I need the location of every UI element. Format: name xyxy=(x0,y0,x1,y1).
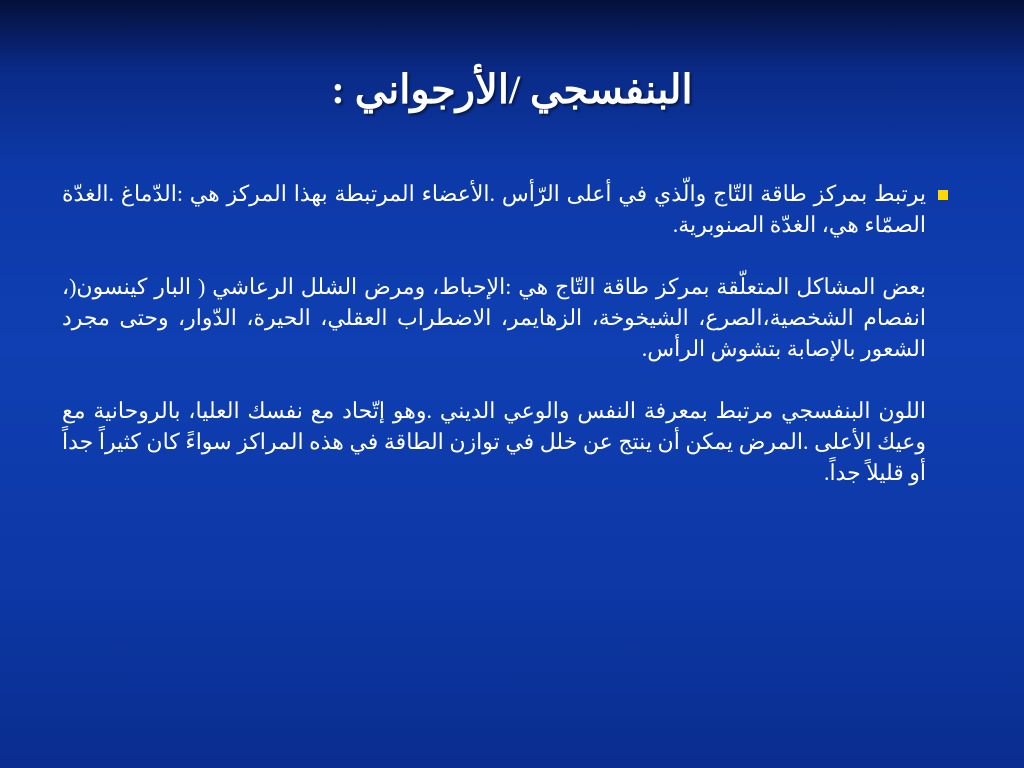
slide-title: البنفسجي /الأرجواني : xyxy=(331,67,693,112)
bullet-body xyxy=(62,178,926,488)
paragraph-problems: بعض المشاكل المتعلّقة بمركز طاقة التّاج هي :الإحباط، ومرض الشلل الرعاشي ( البار كينسون(، انفصام الشخصية،الصرع، الشيخوخة، الزهايمر، الاضطراب العقلي، الحيرة، الدّوار، وحتى مجرد الشعور بالإصابة بتشوش الرأس. xyxy=(62,274,926,361)
paragraph-crown-chakra: يرتبط بمركز طاقة التّاج والّذي في أعلى الرّأس .الأعضاء المرتبطة بهذا المركز هي :الدّماغ .الغدّة الصمّاء هي، الغدّة الصنوبرية. xyxy=(62,181,926,237)
bullet-square-icon xyxy=(938,190,948,200)
slide-content xyxy=(62,178,948,488)
paragraph-spiritual: اللون البنفسجي مرتبط بمعرفة النفس والوعي الديني .وهو إتّحاد مع نفسك العليا، بالروحانية مع وعيك الأعلى .المرض يمكن أن ينتج عن خلل في توازن الطاقة في هذه المراكز سواءً كان كثيراً جداً أو قليلاً جداً. xyxy=(62,398,926,485)
